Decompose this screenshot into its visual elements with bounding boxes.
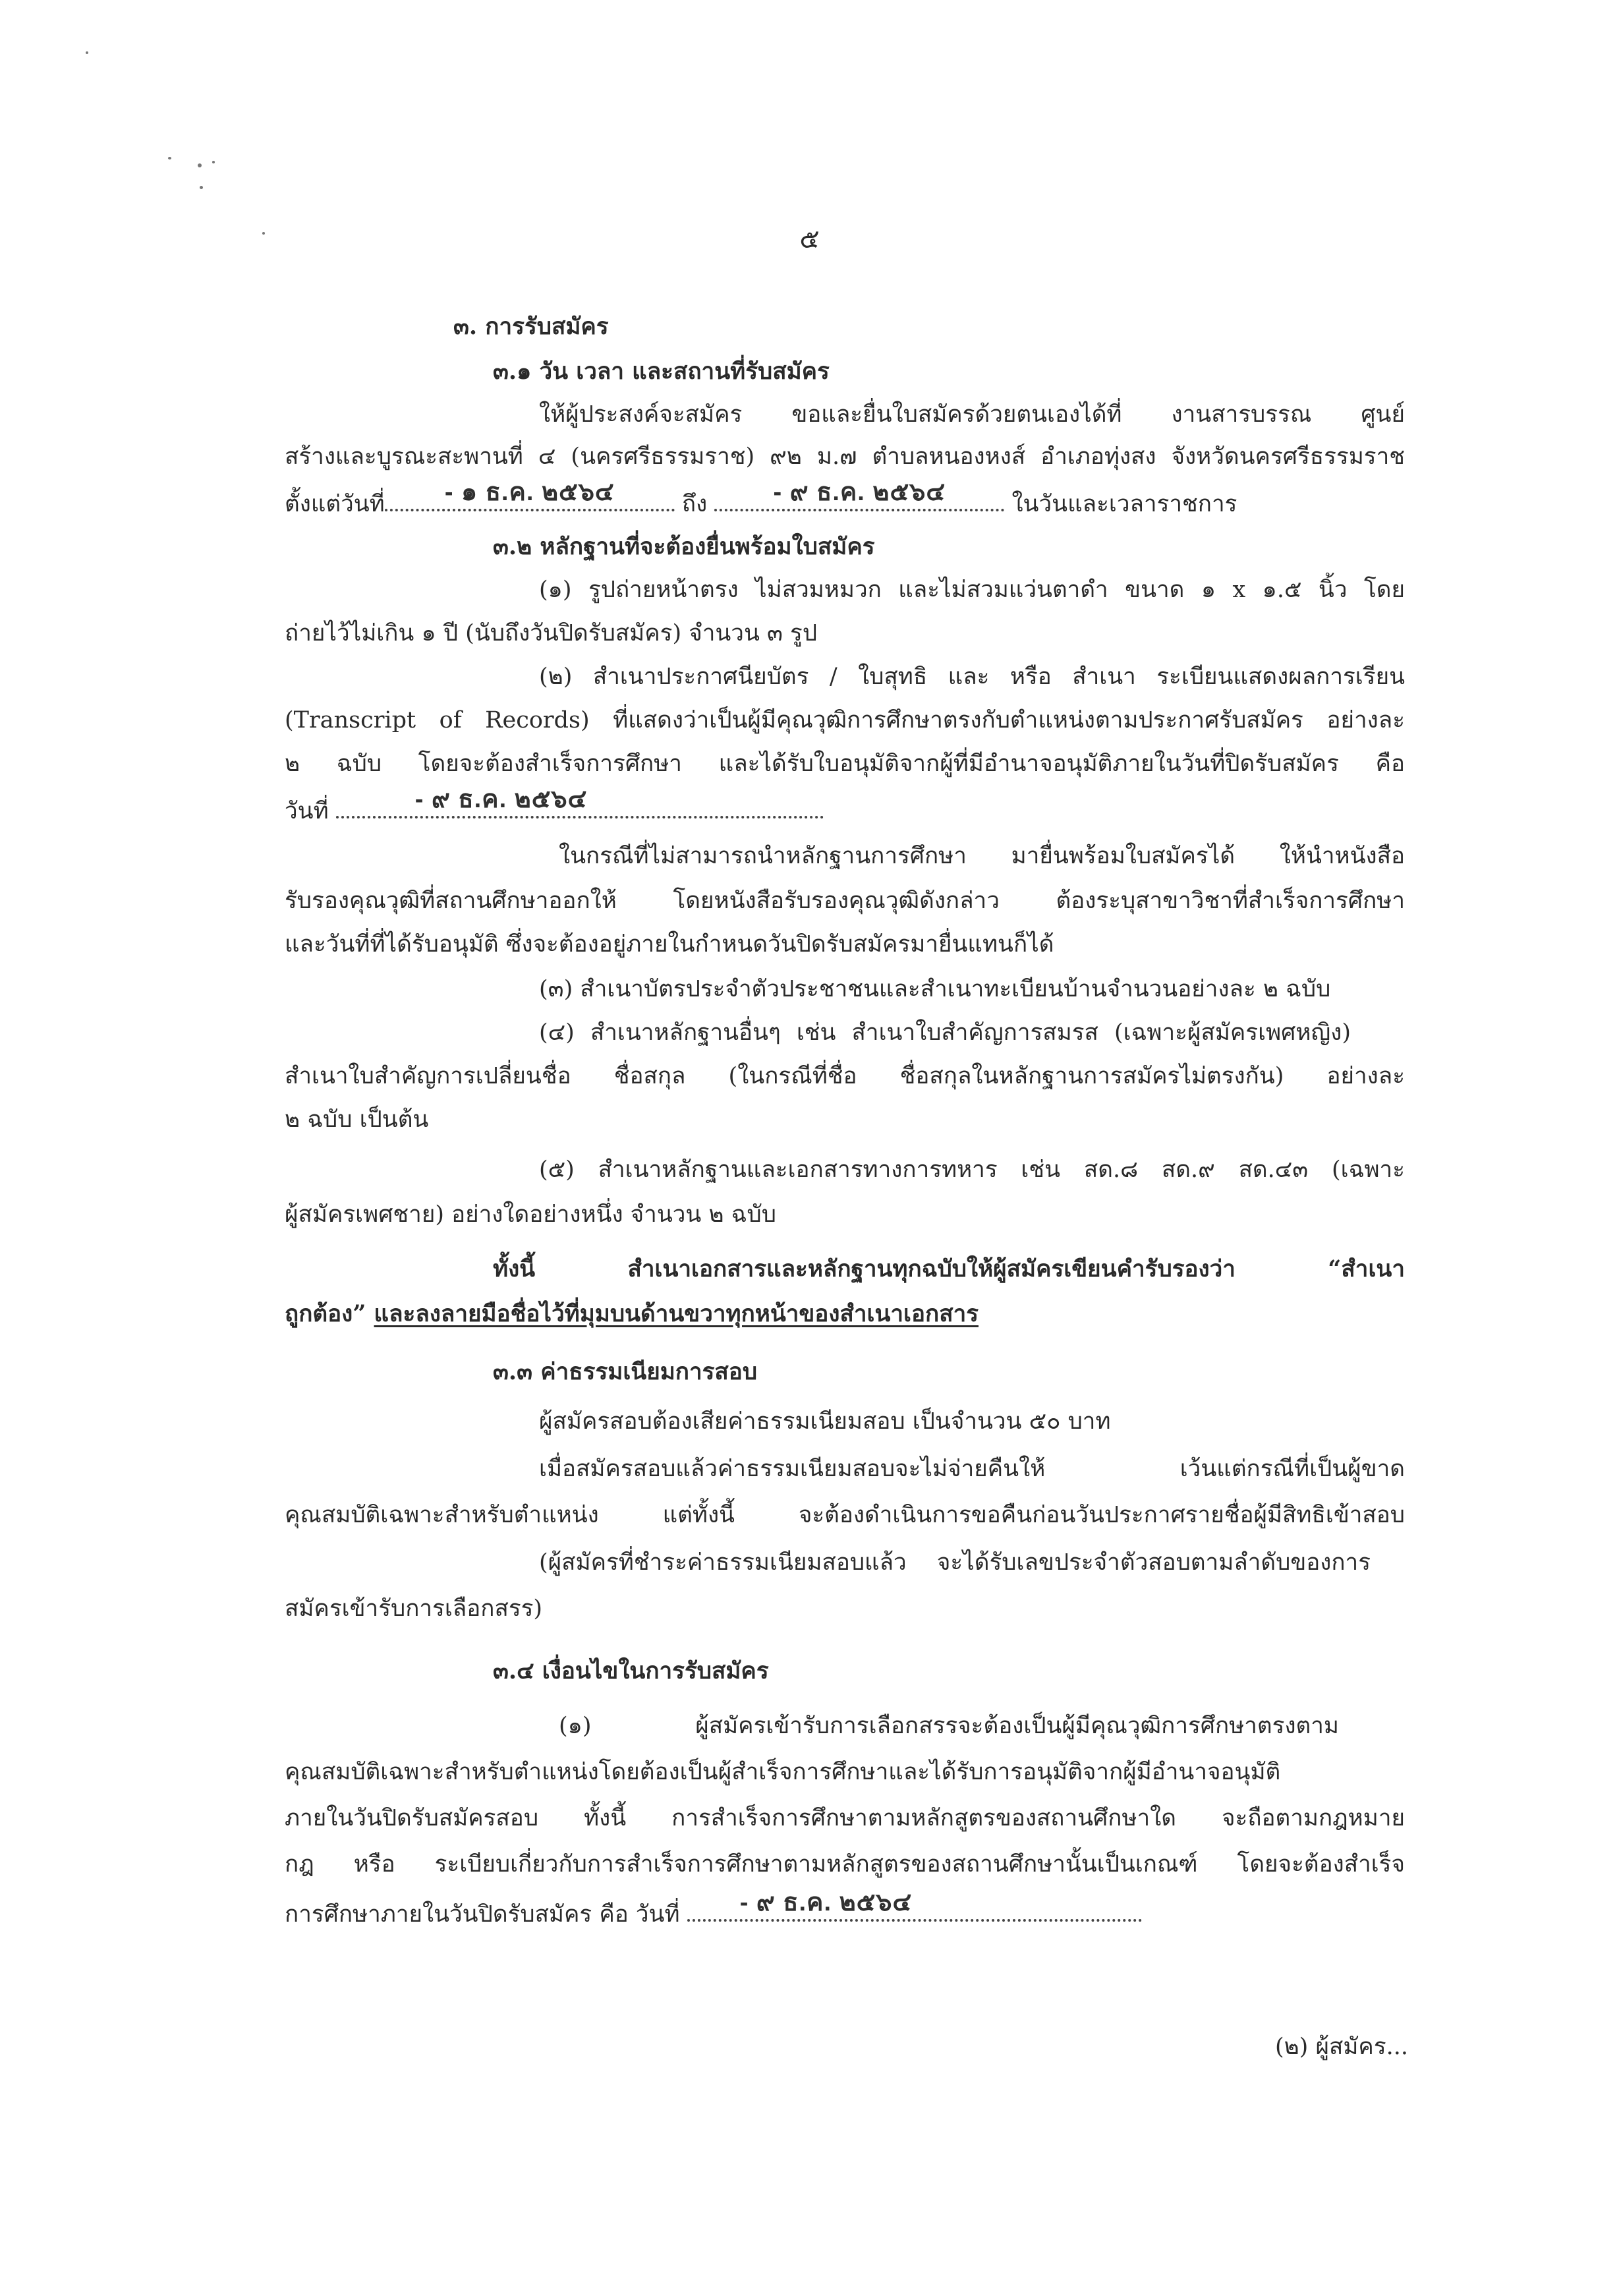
date-label: วันที่ (285, 798, 329, 824)
page-continuation: (๒) ผู้สมัคร... (1274, 2034, 1408, 2060)
date-label: การศึกษาภายในวันปิดรับสมัคร คือ วันที่ (285, 1901, 680, 1928)
paragraph-line: คุณสมบัติเฉพาะสำหรับตำแหน่งโดยต้องเป็นผู้สำเร็จการศึกษาและได้รับการอนุมัติจากผู้มีอำนาจอนุมัติ (285, 1759, 1281, 1785)
handwritten-date: - ๙ ธ.ค. ๒๕๖๔ (739, 1889, 913, 1916)
paragraph-line: (๑) ผู้สมัครเข้ารับการเลือกสรรจะต้องเป็นผู้มีคุณวุฒิการศึกษาตรงตาม (559, 1713, 1339, 1739)
emphasis-text: ถูกต้อง” (285, 1300, 366, 1327)
paragraph-line: (๓) สำเนาบัตรประจำตัวประชาชนและสำเนาทะเบียนบ้านจำนวนอย่างละ ๒ ฉบับ (539, 976, 1331, 1002)
paragraph-line: เมื่อสมัครสอบแล้วค่าธรรมเนียมสอบจะไม่จ่ายคืนให้ เว้นแต่กรณีที่เป็นผู้ขาด (539, 1456, 1405, 1482)
scan-speck (200, 186, 203, 189)
scan-speck (198, 163, 202, 167)
handwritten-date: - ๑ ธ.ค. ๒๕๖๔ (444, 478, 615, 506)
paragraph-line: สร้างและบูรณะสะพานที่ ๔ (นครศรีธรรมราช) ๙๒ ม.๗ ตำบลหนองหงส์ อำเภอทุ่งสง จังหวัดนครศรีธรรมราช (285, 444, 1405, 470)
paragraph-line: ผู้สมัครสอบต้องเสียค่าธรรมเนียมสอบ เป็นจำนวน ๕๐ บาท (539, 1408, 1111, 1435)
paragraph-line: กฎ หรือ ระเบียบเกี่ยวกับการสำเร็จการศึกษาตามหลักสูตรของสถานศึกษานั้นเป็นเกณฑ์ โดยจะต้องสำเร็จ (285, 1851, 1405, 1878)
fill-in-field (336, 786, 824, 818)
approval-date-line (285, 786, 824, 824)
from-label: ตั้งแต่วันที่ (285, 491, 385, 517)
emphasis-line (285, 1302, 979, 1325)
paragraph-line: ผู้สมัครเพศชาย) อย่างใดอย่างหนึ่ง จำนวน ๒ ฉบับ (285, 1201, 776, 1228)
fill-in-field (687, 1889, 1142, 1922)
paragraph-line: ภายในวันปิดรับสมัครสอบ ทั้งนี้ การสำเร็จการศึกษาตามหลักสูตรของสถานศึกษาใด จะถือตามกฎหมาย (285, 1805, 1405, 1831)
section-heading: ๓. การรับสมัคร (453, 313, 609, 340)
subsection-heading: ๓.๓ ค่าธรรมเนียมการสอบ (493, 1358, 758, 1385)
subsection-heading: ๓.๑ วัน เวลา และสถานที่รับสมัคร (493, 358, 830, 385)
paragraph-line: (๑) รูปถ่ายหน้าตรง ไม่สวมหมวก และไม่สวมแว่นตาดำ ขนาด ๑ x ๑.๕ นิ้ว โดย (539, 577, 1405, 603)
subsection-heading: ๓.๒ หลักฐานที่จะต้องยื่นพร้อมใบสมัคร (493, 533, 875, 560)
subsection-heading: ๓.๔ เงื่อนไขในการรับสมัคร (493, 1657, 769, 1684)
paragraph-line: ๒ ฉบับ โดยจะต้องสำเร็จการศึกษา และได้รับใบอนุมัติจากผู้ที่มีอำนาจอนุมัติภายในวันที่ปิดรับสมัคร คือ (285, 751, 1405, 777)
paragraph-line: และวันที่ที่ได้รับอนุมัติ ซึ่งจะต้องอยู่ภายในกำหนดวันปิดรับสมัครมายื่นแทนก็ได้ (285, 931, 1054, 958)
graduation-date-line (285, 1889, 1142, 1928)
paragraph-line: สมัครเข้ารับการเลือกสรร) (285, 1595, 543, 1622)
date-range-line (285, 478, 1237, 517)
paragraph-line: (ผู้สมัครที่ชำระค่าธรรมเนียมสอบแล้ว จะได้รับเลขประจำตัวสอบตามลำดับของการ (539, 1549, 1371, 1576)
scan-speck (168, 157, 171, 159)
emphasis-line: ทั้งนี้ สำเนาเอกสารและหลักฐานทุกฉบับให้ผู้สมัครเขียนคำรับรองว่า “สำเนา (493, 1255, 1405, 1282)
paragraph-line: รับรองคุณวุฒิที่สถานศึกษาออกให้ โดยหนังสือรับรองคุณวุฒิดังกล่าว ต้องระบุสาขาวิชาที่สำเร็จการศึกษา (285, 888, 1405, 914)
paragraph-line: (๕) สำเนาหลักฐานและเอกสารทางการทหาร เช่น สด.๘ สด.๙ สด.๔๓ (เฉพาะ (539, 1157, 1405, 1183)
fill-in-field (385, 478, 675, 511)
paragraph-line: ให้ผู้ประสงค์จะสมัคร ขอและยื่นใบสมัครด้วยตนเองได้ที่ งานสารบรรณ ศูนย์ (539, 401, 1405, 428)
office-hours-label: ในวันและเวลาราชการ (1011, 491, 1237, 517)
paragraph-line: (Transcript of Records) ที่แสดงว่าเป็นผู้มีคุณวุฒิการศึกษาตรงกับตำแหน่งตามประกาศรับสมัคร อย่างละ (285, 707, 1405, 733)
paragraph-line: ๒ ฉบับ เป็นต้น (285, 1106, 429, 1133)
to-label: ถึง (681, 491, 708, 517)
page-number: ๕ (799, 224, 820, 254)
paragraph-line: (๒) สำเนาประกาศนียบัตร / ใบสุทธิ และ หรือ สำเนา ระเบียนแสดงผลการเรียน (539, 664, 1405, 690)
scan-speck (86, 51, 88, 54)
paragraph-line: สำเนาใบสำคัญการเปลี่ยนชื่อ ชื่อสกุล (ในกรณีที่ชื่อ ชื่อสกุลในหลักฐานการสมัครไม่ตรงกัน) อย่างละ (285, 1063, 1405, 1089)
scan-speck (212, 161, 215, 163)
paragraph-line: (๔) สำเนาหลักฐานอื่นๆ เช่น สำเนาใบสำคัญการสมรส (เฉพาะผู้สมัครเพศหญิง) (539, 1019, 1351, 1046)
paragraph-line: ถ่ายไว้ไม่เกิน ๑ ปี (นับถึงวันปิดรับสมัคร) จำนวน ๓ รูป (285, 620, 818, 646)
underlined-instruction: และลงลายมือชื่อไว้ที่มุมบนด้านขวาทุกหน้าของสำเนาเอกสาร (374, 1300, 979, 1327)
fill-in-field (714, 478, 1004, 511)
paragraph-line: ในกรณีที่ไม่สามารถนำหลักฐานการศึกษา มายื่นพร้อมใบสมัครได้ ให้นำหนังสือ (559, 843, 1405, 869)
paragraph-line: คุณสมบัติเฉพาะสำหรับตำแหน่ง แต่ทั้งนี้ จะต้องดำเนินการขอคืนก่อนวันประกาศรายชื่อผู้มีสิทธิเข้าสอบ (285, 1502, 1405, 1528)
handwritten-date: - ๙ ธ.ค. ๒๕๖๔ (773, 478, 946, 506)
handwritten-date: - ๙ ธ.ค. ๒๕๖๔ (414, 786, 588, 813)
